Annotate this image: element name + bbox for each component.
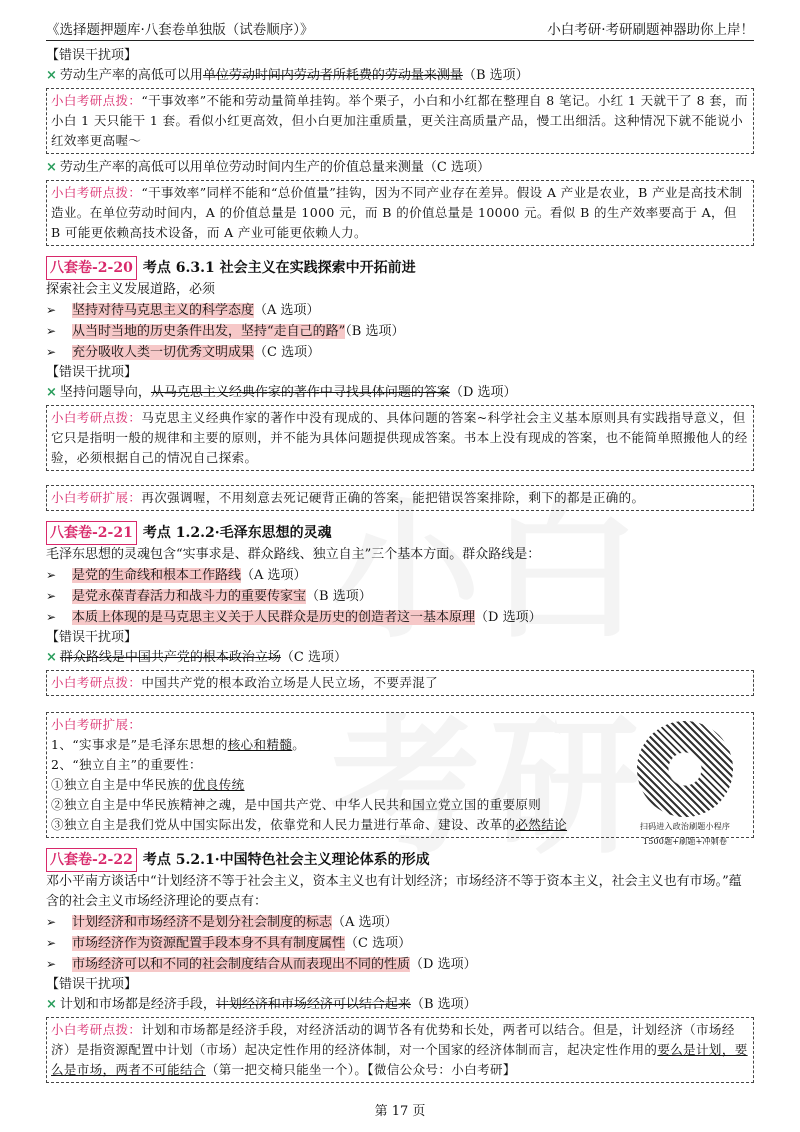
qr-caption: 扫码进入政治刷题小程序 bbox=[639, 822, 731, 831]
extension-line: ③独立自主是我们党从中国实际出发，依靠党和人民力量进行革命、建设、改革的必然结论 bbox=[51, 817, 568, 832]
tip-text: “干事效率”不能和劳动量简单挂钩。举个栗子，小白和小红都在整理自 8 笔记。小红 1 天就干了 8 套，而小白 1 天只能干 1 套。看似小红更高效，但小白更加注重质量，更关注高质量产品，慢工出细活。这种情况下就不能说小红效率更高喔～ bbox=[51, 93, 748, 148]
tip-box bbox=[46, 405, 754, 471]
cross-icon: × bbox=[46, 160, 57, 175]
cross-icon: × bbox=[46, 68, 57, 83]
arrow-icon: ➢ bbox=[46, 957, 57, 971]
extension-line: ②独立自主是中华民族精神之魂，是中国共产党、中华人民共和国立党立国的重要原则 bbox=[51, 797, 542, 812]
question-heading bbox=[46, 848, 754, 872]
page-number: 第 17 页 bbox=[374, 1104, 426, 1119]
header-left: 《选择题押题库·八套卷单独版（试卷顺序）》 bbox=[46, 22, 314, 38]
wrong-item: × 群众路线是中国共产党的根本政治立场（C 选项） bbox=[46, 650, 348, 665]
correct-item: ➢ 从当时当地的历史条件出发，坚持“走自己的路”（B 选项） bbox=[46, 321, 754, 342]
question-tag: 八套卷-2-20 bbox=[46, 256, 137, 280]
tip-label: 小白考研点拨： bbox=[51, 93, 142, 108]
tip-box bbox=[46, 180, 754, 246]
qr-caption: 1500题+刷题+冲刺卷 bbox=[642, 837, 728, 846]
wrong-label: 【错误干扰项】 bbox=[46, 365, 138, 380]
tip-box bbox=[46, 670, 754, 696]
correct-item: ➢ 本质上体现的是马克思主义关于人民群众是历史的创造者这一基本原理（D 选项） bbox=[46, 607, 754, 628]
question-tag: 八套卷-2-22 bbox=[46, 848, 137, 872]
extension-line: 1、“实事求是”是毛泽东思想的核心和精髓。 bbox=[51, 737, 306, 752]
question-stem: 邓小平南方谈话中“计划经济不等于社会主义，资本主义也有计划经济；市场经济不等于资本主义，社会主义也有市场。”蕴含的社会主义市场经济理论的要点有： bbox=[46, 874, 742, 909]
wrong-label: 【错误干扰项】 bbox=[46, 977, 138, 992]
extension-label: 小白考研扩展： bbox=[51, 490, 142, 505]
question-tag: 八套卷-2-21 bbox=[46, 521, 137, 545]
correct-item: ➢ 计划经济和市场经济不是划分社会制度的标志（A 选项） bbox=[46, 912, 754, 933]
wrong-item: × 计划和市场都是经济手段，计划经济和市场经济可以结合起来（B 选项） bbox=[46, 997, 477, 1012]
tip-label: 小白考研点拨： bbox=[51, 675, 142, 690]
question-title: 考点 6.3.1 社会主义在实践探索中开拓前进 bbox=[142, 260, 416, 276]
extension-text: 再次强调喔，不用刻意去死记硬背正确的答案，能把错误答案排除，剩下的都是正确的。 bbox=[141, 490, 645, 505]
arrow-icon: ➢ bbox=[46, 936, 57, 950]
wrong-item: × 坚持问题导向，从马克思主义经典作家的著作中寻找具体问题的答案（D 选项） bbox=[46, 385, 517, 400]
correct-item: ➢ 充分吸收人类一切优秀文明成果（C 选项） bbox=[46, 342, 754, 363]
correct-item: ➢ 是党的生命线和根本工作路线（A 选项） bbox=[46, 565, 754, 586]
wrong-item: × 劳动生产率的高低可以用单位劳动时间内生产的价值总量来测量（C 选项） bbox=[46, 160, 491, 175]
question-stem: 探索社会主义发展道路，必须 bbox=[46, 282, 216, 297]
question-stem: 毛泽东思想的灵魂包含“实事求是、群众路线、独立自主”三个基本方面。群众路线是： bbox=[46, 547, 541, 562]
wrong-label: 【错误干扰项】 bbox=[46, 48, 138, 63]
arrow-icon: ➢ bbox=[46, 915, 57, 929]
tip-text: 马克思主义经典作家的著作中没有现成的、具体问题的答案~科学社会主义基本原则具有实践指导意义，但它只是指明一般的规律和主要的原则，并不能为具体问题提供现成答案。书本上没有现成的答案，也不能简单照搬他人的经验，必须根据自己的情况自己探索。 bbox=[51, 410, 748, 465]
cross-icon: × bbox=[46, 997, 57, 1012]
arrow-icon: ➢ bbox=[46, 303, 57, 317]
tip-label: 小白考研点拨： bbox=[51, 185, 142, 200]
extension-line: ①独立自主是中华民族的优良传统 bbox=[51, 777, 245, 792]
question-title: 考点 5.2.1·中国特色社会主义理论体系的形成 bbox=[142, 852, 430, 868]
wrong-item: × 劳动生产率的高低可以用单位劳动时间内劳动者所耗费的劳动量来测量（B 选项） bbox=[46, 68, 529, 83]
arrow-icon: ➢ bbox=[46, 589, 57, 603]
content bbox=[46, 46, 754, 1087]
tip-text: “干事效率”同样不能和“总价值量”挂钩，因为不同产业存在差异。假设 A 产业是农业，B 产业是高技术制造业。在单位劳动时间内，A 的价值总量是 1000 元，而 B 的价值总量是 10000 元。看似 B 的生产效率要高于 A，但 B 可能更依赖高技术设备，而 A 产业可能更依赖人力。 bbox=[51, 185, 743, 240]
question-heading bbox=[46, 256, 754, 280]
question-title: 考点 1.2.2·毛泽东思想的灵魂 bbox=[142, 525, 332, 541]
tip-box: 小白考研点拨：计划和市场都是经济手段，对经济活动的调节各有优势和长处，两者可以结合。但是，计划经济（市场经济）是指资源配置中计划（市场）起决定性作用的经济体制，对一个国家的经济体制而言，起决定性作用的要么是计划，要么是市场，两者不可能结合（第一把交椅只能坐一个）。【微信公众号：小白考研】 bbox=[46, 1017, 754, 1083]
arrow-icon: ➢ bbox=[46, 345, 57, 359]
qr-code[interactable] bbox=[625, 721, 745, 847]
correct-item: ➢ 是党永葆青春活力和战斗力的重要传家宝（B 选项） bbox=[46, 586, 754, 607]
page-header bbox=[46, 16, 754, 41]
correct-item: ➢ 市场经济可以和不同的社会制度结合从而表现出不同的性质（D 选项） bbox=[46, 954, 754, 975]
correct-item: ➢ 坚持对待马克思主义的科学态度（A 选项） bbox=[46, 300, 754, 321]
wrong-label: 【错误干扰项】 bbox=[46, 630, 138, 645]
qr-code-image bbox=[637, 721, 733, 817]
tip-label: 小白考研点拨： bbox=[51, 1022, 142, 1037]
extension-label: 小白考研扩展： bbox=[51, 717, 142, 732]
correct-item: ➢ 市场经济作为资源配置手段本身不具有制度属性（C 选项） bbox=[46, 933, 754, 954]
tip-box bbox=[46, 88, 754, 154]
arrow-icon: ➢ bbox=[46, 568, 57, 582]
tip-label: 小白考研点拨： bbox=[51, 410, 142, 425]
extension-box bbox=[46, 485, 754, 511]
tip-text: 中国共产党的根本政治立场是人民立场，不要弄混了 bbox=[141, 675, 439, 690]
arrow-icon: ➢ bbox=[46, 610, 57, 624]
extension-box bbox=[46, 712, 754, 846]
header-right: 小白考研·考研刷题神器助你上岸！ bbox=[547, 22, 754, 38]
cross-icon: × bbox=[46, 385, 57, 400]
cross-icon: × bbox=[46, 650, 57, 665]
extension-line: 2、“独立自主”的重要性： bbox=[51, 757, 202, 772]
question-heading bbox=[46, 521, 754, 545]
arrow-icon: ➢ bbox=[46, 324, 57, 338]
